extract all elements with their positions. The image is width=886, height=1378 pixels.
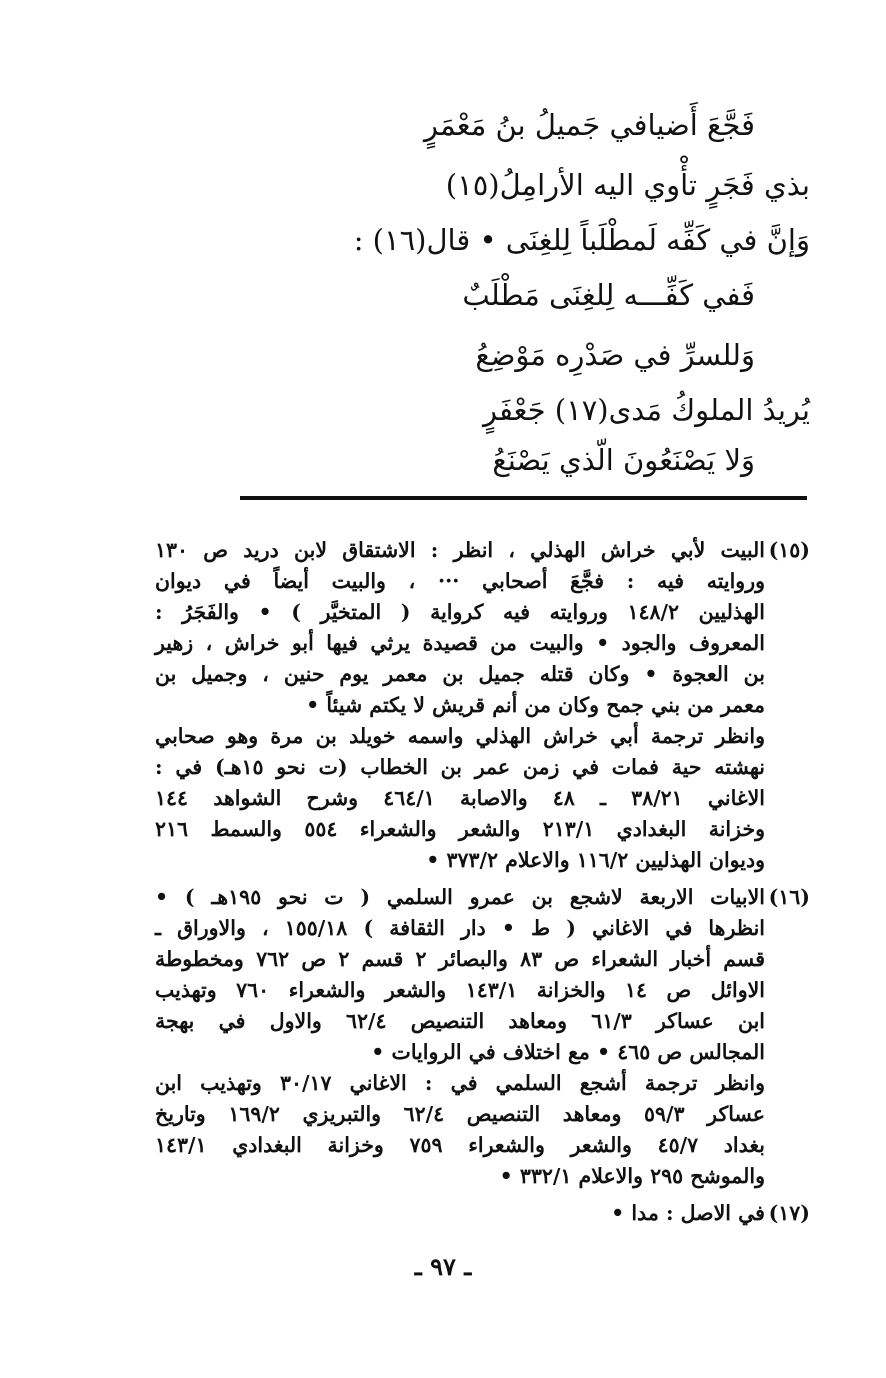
footnote-line: بغداد ٤٥/٧ والشعر والشعراء ٧٥٩ وخزانة البغدادي ١٤٣/١: [155, 1133, 765, 1157]
footnote-line: بن العجوة • وكان قتله جميل بن معمر يوم حنين ، وجميل بن: [155, 662, 765, 686]
footnote-line: وروايته فيه : فجَّعَ أصحابي ··· ، والبيت أيضاً في ديوان: [155, 569, 765, 593]
footnote-body: [155, 535, 765, 876]
verse-line: وَللسرِّ في صَدْرِه مَوْضِعُ: [475, 338, 755, 372]
footnote-line: وانظر ترجمة أبي خراش الهذلي واسمه خويلد بن مرة وهو صحابي: [155, 724, 765, 748]
footnote-15: [155, 535, 810, 876]
footnote-number: (١٦): [768, 885, 810, 909]
footnote-line: الاغاني ٣٨/٢١ ـ ٤٨ والاصابة ٤٦٤/١ وشرح الشواهد ١٤٤: [155, 786, 765, 810]
verse-line: فَفي كَفِّـــه لِلغِنَى مَطْلَبٌ: [462, 278, 755, 312]
footnote-line: الهذليين ١٤٨/٢ وروايته فيه كرواية ( المتخيَّر ) • والفَجَرُ :: [155, 600, 765, 624]
footnote-line: نهشته حية فمات في زمن عمر بن الخطاب (ت نحو ١٥هـ) في :: [155, 755, 765, 779]
footnote-number: (١٥): [768, 538, 810, 562]
footnote-line: والموشح ٢٩٥ والاعلام ٣٣٢/١ •: [499, 1164, 765, 1188]
verse-line: وَلا يَصْنَعُونَ الّذي يَصْنَعُ: [492, 443, 755, 477]
footnote-line: في الاصل : مدا •: [611, 1201, 765, 1225]
verse-line: بذي فَجَرٍ تأْوي اليه الأرامِلُ(١٥): [445, 168, 810, 202]
footnote-number: (١٧): [768, 1201, 810, 1225]
footnote-line: المعروف والجود • والبيت من قصيدة يرثي فيها أبو خراش ، زهير: [155, 631, 765, 655]
footnote-separator-rule: [240, 496, 807, 500]
footnote-body: [155, 882, 765, 1192]
verse-line: فَجَّعَ أَضيافي جَميلُ بنُ مَعْمَرٍ: [423, 108, 755, 142]
verse-line: وَإنَّ في كَفِّه لَمطْلَباً لِلغِنَى • قال(١٦) :: [353, 223, 810, 257]
footnote-line: قسم أخبار الشعراء ص ٨٣ والبصائر ٢ قسم ٢ ص ٧٦٢ ومخطوطة: [155, 947, 766, 971]
footnote-line: وديوان الهذليين ١١٦/٢ والاعلام ٣٧٣/٢ •: [426, 848, 765, 872]
footnote-17: [155, 1198, 810, 1229]
footnote-line: انظرها في الاغاني ( ط • دار الثقافة ) ١٥٥/١٨ ، والاوراق ـ: [155, 916, 765, 940]
footnote-body: [155, 1198, 765, 1229]
footnote-line: المجالس ص ٤٦٥ • مع اختلاف في الروايات •: [371, 1040, 765, 1064]
footnotes: [155, 535, 810, 1235]
page-number: ـ ٩٧ ـ: [414, 1252, 472, 1281]
footnote-line: الابيات الاربعة لاشجع بن عمرو السلمي ( ت نحو ١٩٥هـ ) •: [155, 885, 765, 909]
footnote-line: ابن عساكر ٦١/٣ ومعاهد التنصيص ٦٢/٤ والاول في بهجة: [155, 1009, 765, 1033]
footnote-line: عساكر ٥٩/٣ ومعاهد التنصيص ٦٢/٤ والتبريزي ١٦٩/٢ وتاريخ: [155, 1102, 765, 1126]
footnote-line: وخزانة البغدادي ٢١٣/١ والشعر والشعراء ٥٥٤ والسمط ٢١٦: [155, 817, 766, 841]
footnote-line: وانظر ترجمة أشجع السلمي في : الاغاني ٣٠/١٧ وتهذيب ابن: [155, 1071, 765, 1095]
footnote-line: البيت لأبي خراش الهذلي ، انظر : الاشتقاق لابن دريد ص ١٣٠: [155, 538, 765, 562]
verse-line: يُريدُ الملوكُ مَدى(١٧) جَعْفَرٍ: [483, 393, 810, 427]
footnote-16: [155, 882, 810, 1192]
footnote-line: الاوائل ص ١٤ والخزانة ١٤٣/١ والشعر والشعراء ٧٦٠ وتهذيب: [155, 978, 765, 1002]
footnote-line: معمر من بني جمح وكان من أنم قريش لا يكتم شيئاً •: [306, 693, 765, 717]
